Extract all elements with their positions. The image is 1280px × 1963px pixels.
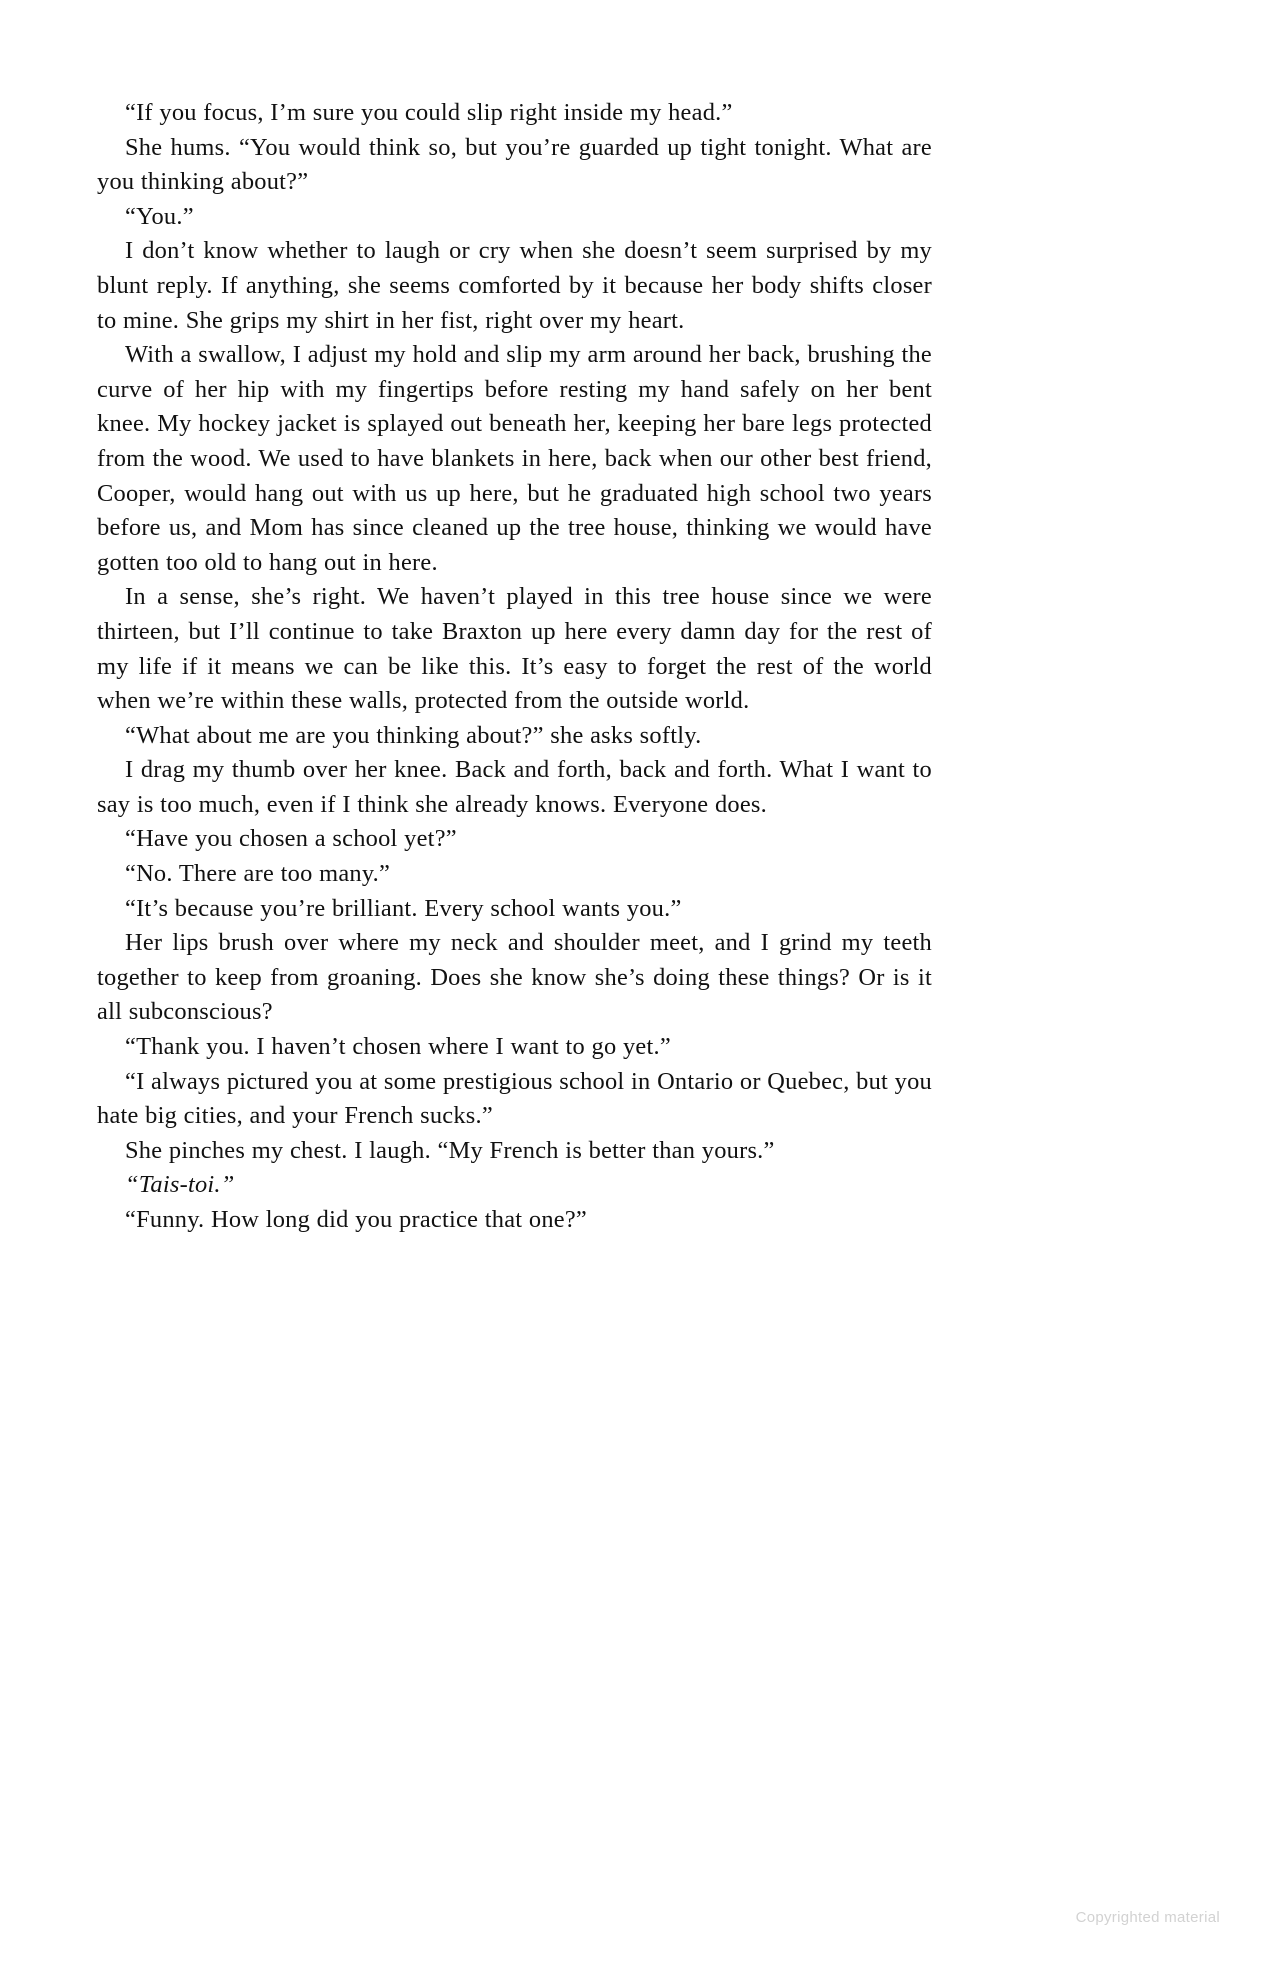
- paragraph-9: “Have you chosen a school yet?”: [125, 825, 457, 853]
- paragraph-12: Her lips brush over where my neck and shoulder meet, and I grind my teeth together to keep from groaning. Does she know she’s doing these things? Or is it all subconscious?: [97, 929, 932, 1026]
- french-phrase-italic: “Tais-toi.”: [125, 1171, 235, 1199]
- paragraph-8: I drag my thumb over her knee. Back and forth, back and forth. What I want to say is too much, even if I think she already knows. Everyone does.: [97, 756, 932, 818]
- page-text-column: [97, 96, 932, 1238]
- paragraph-7: “What about me are you thinking about?” she asks softly.: [125, 721, 702, 749]
- paragraph-1: “If you focus, I’m sure you could slip right inside my head.”: [125, 99, 733, 126]
- paragraph-5: With a swallow, I adjust my hold and slip my arm around her back, brushing the curve of her hip with my fingertips before resting my hand safely on her bent knee. My hockey jacket is splayed out beneath her, keeping her bare legs protected from the wood. We used to have blankets in here, back when our other best friend, Cooper, would hang out with us up here, but he graduated high school two years before us, and Mom has since cleaned up the tree house, thinking we would have gotten too old to hang out in here.: [97, 341, 932, 576]
- paragraph-17: “Funny. How long did you practice that one?”: [125, 1206, 587, 1233]
- paragraph-13: “Thank you. I haven’t chosen where I want to go yet.”: [125, 1033, 671, 1061]
- paragraph-2: She hums. “You would think so, but you’re guarded up tight tonight. What are you thinking about?”: [97, 133, 932, 196]
- paragraph-14: “I always pictured you at some prestigious school in Ontario or Quebec, but you hate big cities, and your French sucks.”: [97, 1067, 932, 1130]
- paragraph-11: “It’s because you’re brilliant. Every school wants you.”: [125, 894, 682, 922]
- paragraph-10: “No. There are too many.”: [125, 860, 391, 888]
- paragraph-15: She pinches my chest. I laugh. “My French is better than yours.”: [125, 1136, 775, 1164]
- paragraph-16-french-phrase: [97, 1168, 932, 1203]
- paragraph-3: “You.”: [125, 202, 194, 230]
- paragraph-6: In a sense, she’s right. We haven’t played in this tree house since we were thirteen, but I’ll continue to take Braxton up here every damn day for the rest of my life if it means we can be like this. It’s easy to forget the rest of the world when we’re within these walls, protected from the outside world.: [97, 583, 932, 715]
- paragraph-4: I don’t know whether to laugh or cry when she doesn’t seem surprised by my blunt reply. If anything, she seems comforted by it because her body shifts closer to mine. She grips my shirt in her fist, right over my heart.: [97, 237, 932, 334]
- copyright-notice: Copyrighted material: [1075, 1909, 1220, 1926]
